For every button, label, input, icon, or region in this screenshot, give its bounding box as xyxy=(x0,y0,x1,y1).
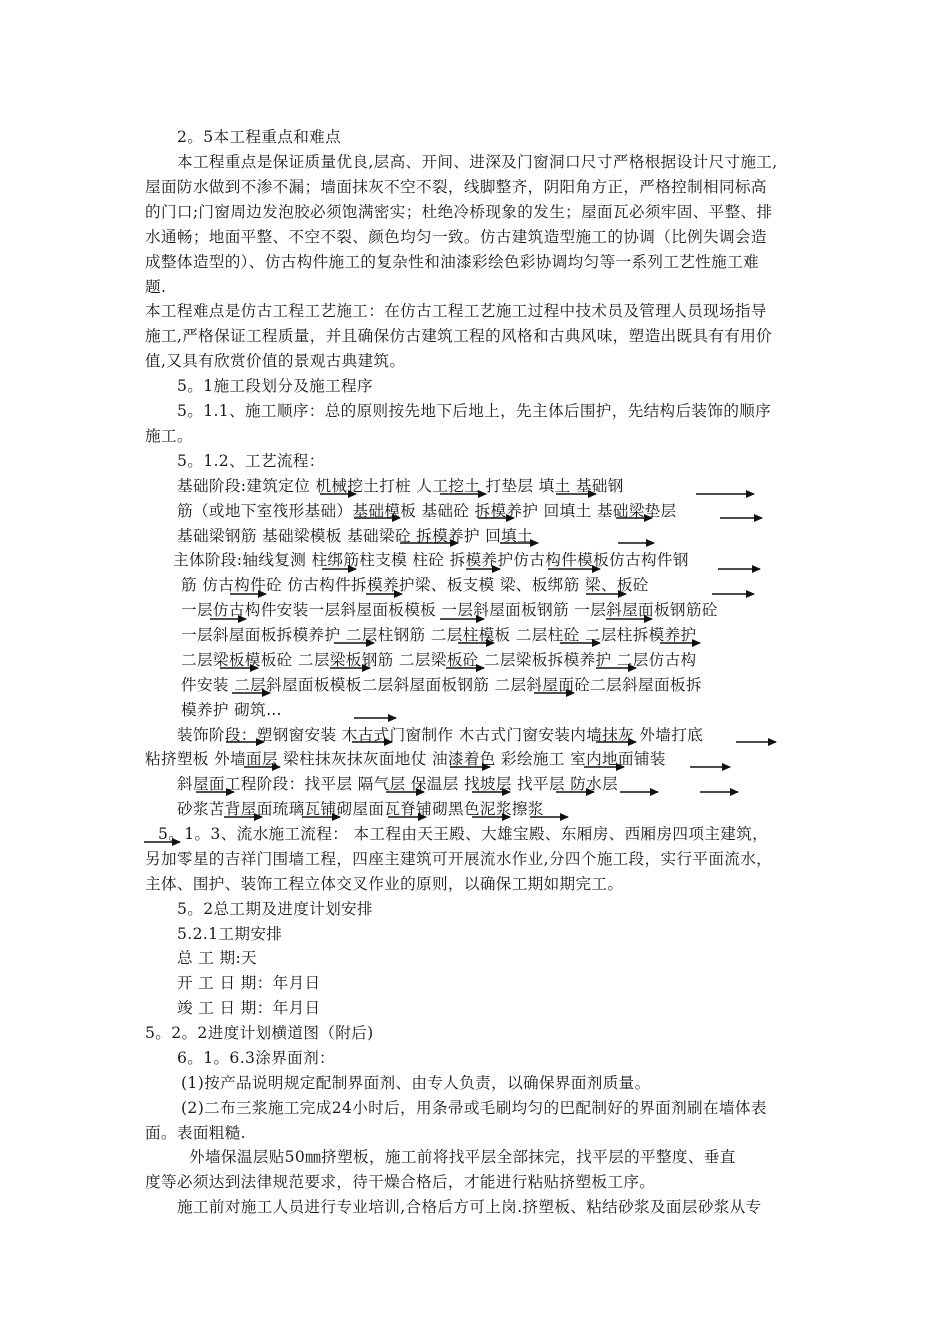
paragraph-line: 施工前对施工人员进行专业培训,合格后方可上岗.挤塑板、粘结砂浆及面层砂浆从专 xyxy=(177,1198,762,1216)
paragraph-line: (2)二布三浆施工完成24小时后，用条帚或毛刷均匀的巴配制好的界面剂刷在墙体表 xyxy=(181,1099,767,1117)
flow-line: 基础阶段:建筑定位 机械挖土打桩 人工挖土 打垫层 填土 基础钢 xyxy=(177,477,624,495)
flow-line: 模养护 砌筑… xyxy=(181,701,282,719)
flow-line: 一层仿古构件安装一层斜屋面板模板 一层斜屋面板钢筋 一层斜屋面板钢筋砼 xyxy=(181,601,718,619)
paragraph-line: 题. xyxy=(145,278,167,296)
paragraph-line: 水通畅；地面平整、不空不裂、颜色均匀一致。仿古建筑造型施工的协调（比例失调会造 xyxy=(145,228,767,246)
section-heading: 5。1施工段划分及施工程序 xyxy=(177,377,373,395)
paragraph-line: 主体、围护、装饰工程立体交叉作业的原则，以确保工期如期完工。 xyxy=(145,875,624,893)
flow-line: 主体阶段:轴线复测 柱绑筋柱支模 柱砼 拆模养护仿古构件模板仿古构件钢 xyxy=(173,551,689,569)
paragraph-line: 外墙保温层贴50㎜挤塑板，施工前将找平层全部抹完，找平层的平整度、垂直 xyxy=(189,1148,736,1166)
paragraph-line: 施工,严格保证工程质量，并且确保仿古建筑工程的风格和古典风味，塑造出既具有有用价 xyxy=(145,327,773,345)
flow-line: 砂浆苫背屋面琉璃瓦铺砌屋面瓦脊铺砌黑色泥浆擦浆 xyxy=(177,800,544,818)
section-heading: 5.2.1工期安排 xyxy=(177,925,283,943)
paragraph-line: 的门口;门窗周边发泡胶必须饱满密实；杜绝冷桥现象的发生；屋面瓦必须牢固、平整、排 xyxy=(145,203,773,221)
flow-line: 斜屋面工程阶段：找平层 隔气层 保温层 找坡层 找平层 防水层 xyxy=(177,775,619,793)
schedule-start: 开 工 日 期：年月日 xyxy=(177,974,321,992)
section-heading: 2。5本工程重点和难点 xyxy=(177,128,342,146)
section-heading: 5。2。2进度计划横道图（附后) xyxy=(145,1024,374,1042)
flow-line: 二层梁板模板砼 二层梁板钢筋 二层梁板砼 二层梁板拆模养护 二层仿古构 xyxy=(181,651,697,669)
flow-line: 件安装 二层斜屋面板模板二层斜屋面板钢筋 二层斜屋面砼二层斜屋面板拆 xyxy=(181,676,702,694)
section-heading: 5。2总工期及进度计划安排 xyxy=(177,900,373,918)
section-heading: 6。1。6.3涂界面剂： xyxy=(177,1049,335,1067)
flow-line: 筋 仿古构件砼 仿古构件拆模养护梁、板支模 梁、板绑筋 梁、板砼 xyxy=(181,576,649,594)
paragraph-line: 本工程重点是保证质量优良,层高、开间、进深及门窗洞口尺寸严格根据设计尺寸施工, xyxy=(177,153,778,171)
section-heading: 5。1.2、工艺流程： xyxy=(177,452,325,470)
paragraph-line: 屋面防水做到不渗不漏；墙面抹灰不空不裂，线脚整齐，阴阳角方正，严格控制相同标高 xyxy=(145,178,767,196)
paragraph-line: (1)按产品说明规定配制界面剂、由专人负责，以确保界面剂质量。 xyxy=(181,1074,651,1092)
paragraph-line: 本工程难点是仿古工程工艺施工：在仿古工程工艺施工过程中技术员及管理人员现场指导 xyxy=(145,302,767,320)
paragraph-line: 度等必须达到法律规范要求，待干燥合格后，才能进行粘贴挤塑板工序。 xyxy=(145,1173,656,1191)
flow-line: 筋（或地下室筏形基础）基础模板 基础砼 拆模养护 回填土 基础梁垫层 xyxy=(177,502,677,520)
flow-line: 粘挤塑板 外墙面层 梁柱抹灰抹灰面地仗 油漆着色 彩绘施工 室内地面铺装 xyxy=(145,750,666,768)
flow-line: 装饰阶段：塑钢窗安装 木古式门窗制作 木古式门窗安装内墙抹灰 外墙打底 xyxy=(177,726,704,744)
schedule-end: 竣 工 日 期：年月日 xyxy=(177,999,321,1017)
paragraph-line: 5。1。3、流水施工流程： 本工程由天王殿、大雄宝殿、东厢房、西厢房四项主建筑， xyxy=(158,825,769,843)
schedule-total: 总 工 期:天 xyxy=(177,949,257,967)
paragraph-line: 值,又具有欣赏价值的景观古典建筑。 xyxy=(145,352,406,370)
paragraph-line: 5。1.1、施工顺序：总的原则按先地下后地上，先主体后围护，先结构后装饰的顺序 xyxy=(177,402,772,420)
paragraph-line: 成整体造型的）、仿古构件施工的复杂性和油漆彩绘色彩协调均匀等一系列工艺性施工难 xyxy=(145,253,760,271)
paragraph-line: 面。表面粗糙. xyxy=(145,1124,246,1142)
paragraph-line: 施工。 xyxy=(145,427,193,445)
paragraph-line: 另加零星的吉祥门围墙工程，四座主建筑可开展流水作业,分四个施工段，实行平面流水， xyxy=(145,850,773,868)
flow-line: 基础梁钢筋 基础梁模板 基础梁砼 拆模养护 回填土 xyxy=(177,527,534,545)
flow-line: 一层斜屋面板拆模养护 二层柱钢筋 二层柱模板 二层柱砼 二层柱拆模养护 xyxy=(181,626,697,644)
